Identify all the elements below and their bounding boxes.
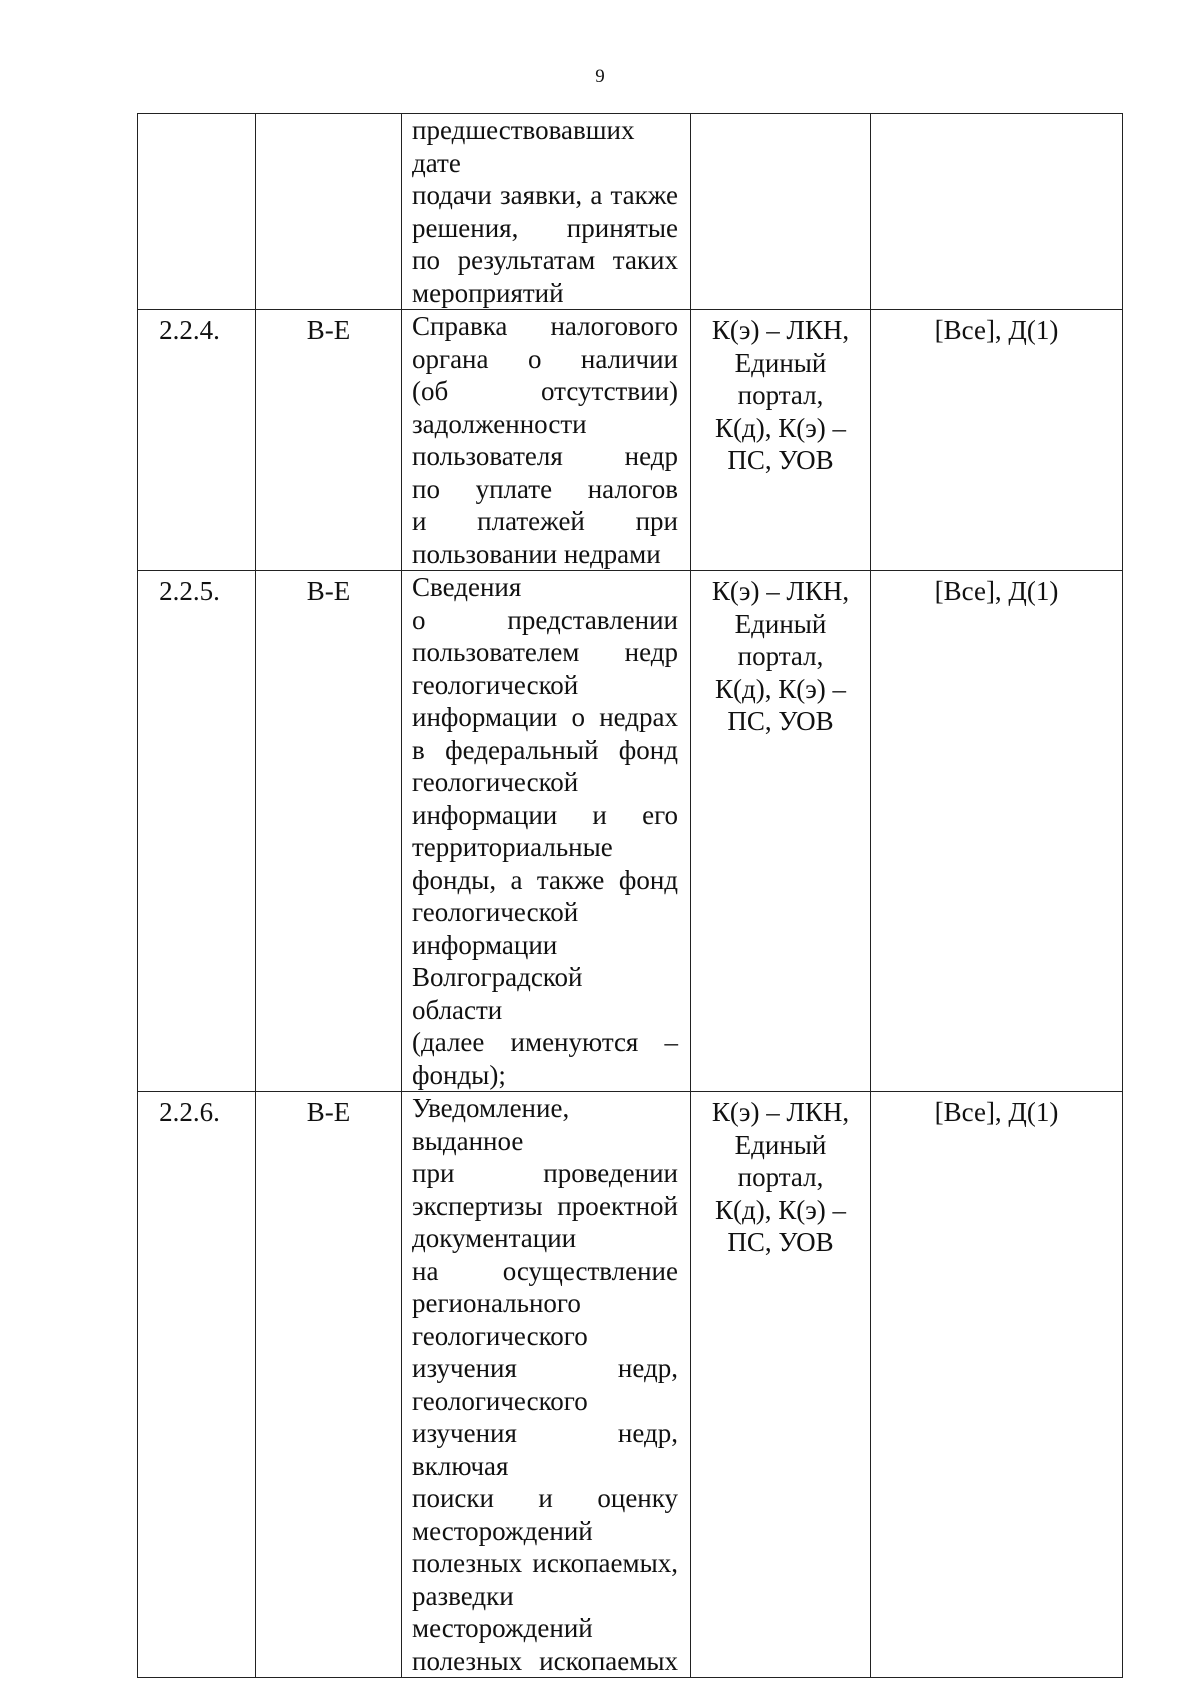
description-line: задолженности (412, 408, 587, 439)
item-source-cell (691, 310, 871, 571)
source-line: К(э) – ЛКН, (711, 315, 850, 345)
description-line: (далее именуются – (412, 1027, 678, 1057)
description-line: фонды, а также фонд (412, 864, 678, 895)
description-line: экспертизы проектной (412, 1190, 678, 1221)
item-source-cell (691, 1092, 871, 1678)
description-line: пользователя недр (412, 441, 678, 471)
description-line: о представлении (412, 604, 678, 635)
item-source-cell (691, 571, 871, 1092)
item-number-cell: 2.2.6. (138, 1092, 256, 1678)
description-line: при проведении (412, 1158, 678, 1188)
source-line: портал, (737, 380, 824, 410)
description-line: геологической (412, 767, 579, 797)
source-line: Единый (734, 1129, 827, 1160)
description-line: органа о наличии (412, 343, 678, 374)
table-row (138, 571, 1123, 1092)
document-table (137, 113, 1123, 1678)
description-line: полезных ископаемых (412, 1645, 678, 1676)
description-line: изучения недр, (412, 1353, 678, 1383)
description-line: геологической (412, 897, 579, 927)
item-description-cell (402, 114, 691, 310)
description-line: геологического (412, 1320, 588, 1351)
description-line: и платежей при (412, 506, 678, 536)
source-line: К(д), К(э) – (714, 673, 847, 704)
description-line: информации (412, 929, 558, 960)
source-line: портал, (737, 641, 824, 671)
description-line: решения, принятые (412, 212, 678, 243)
source-line: К(э) – ЛКН, (711, 1097, 850, 1127)
source-line: Единый (734, 608, 827, 639)
item-code-cell: В-Е (256, 1092, 402, 1678)
description-line: пользователем недр (412, 637, 678, 667)
description-line: изучения недр, включая (412, 1418, 678, 1481)
source-line: портал, (737, 1162, 824, 1192)
description-line: Волгоградской области (412, 962, 583, 1025)
table-body (138, 114, 1123, 1678)
description-line: документации (412, 1223, 577, 1253)
description-line: пользовании недрами (412, 538, 661, 569)
description-line: полезных ископаемых, (412, 1548, 678, 1578)
item-description-cell (402, 310, 691, 571)
item-number-cell: 2.2.4. (138, 310, 256, 571)
item-code-cell: В-Е (256, 571, 402, 1092)
description-line: предшествовавших дате (412, 115, 635, 178)
description-line: по результатам таких (412, 245, 678, 275)
item-scope-cell (871, 114, 1123, 310)
description-line: территориальные (412, 832, 613, 862)
description-line: (об отсутствии) (412, 376, 678, 406)
description-line: информации и его (412, 799, 678, 830)
item-description-cell (402, 571, 691, 1092)
description-line: на осуществление (412, 1255, 678, 1286)
description-line: в федеральный фонд (412, 734, 678, 765)
description-line: Сведения (412, 572, 522, 602)
item-scope-cell: [Все], Д(1) (871, 571, 1123, 1092)
description-line: фонды); (412, 1059, 506, 1090)
description-line: месторождений (412, 1515, 593, 1546)
description-line: по уплате налогов (412, 473, 678, 504)
source-line: ПС, УОВ (727, 445, 834, 475)
item-number-cell (138, 114, 256, 310)
description-line: мероприятий (412, 277, 564, 308)
table-row (138, 310, 1123, 571)
source-line: Единый (734, 347, 827, 378)
item-scope-cell: [Все], Д(1) (871, 1092, 1123, 1678)
description-line: подачи заявки, а также (412, 180, 678, 210)
description-line: Справка налогового (412, 311, 678, 341)
item-code-cell: В-Е (256, 310, 402, 571)
description-line: разведки (412, 1580, 514, 1611)
description-line: регионального (412, 1288, 581, 1318)
item-code-cell (256, 114, 402, 310)
source-line: К(э) – ЛКН, (711, 576, 850, 606)
source-line: ПС, УОВ (727, 706, 834, 736)
page-number: 9 (595, 66, 605, 87)
description-line: поиски и оценку (412, 1483, 678, 1513)
item-source-cell (691, 114, 871, 310)
description-line: геологической (412, 669, 579, 700)
item-number-cell: 2.2.5. (138, 571, 256, 1092)
item-description-cell (402, 1092, 691, 1678)
description-line: месторождений (412, 1613, 593, 1643)
item-scope-cell: [Все], Д(1) (871, 310, 1123, 571)
description-line: информации о недрах (412, 702, 678, 732)
source-line: К(д), К(э) – (714, 1194, 847, 1225)
description-line: Уведомление, выданное (412, 1093, 570, 1156)
source-line: К(д), К(э) – (714, 412, 847, 443)
table-row (138, 1092, 1123, 1678)
source-line: ПС, УОВ (727, 1227, 834, 1257)
table-row (138, 114, 1123, 310)
description-line: геологического (412, 1385, 588, 1416)
